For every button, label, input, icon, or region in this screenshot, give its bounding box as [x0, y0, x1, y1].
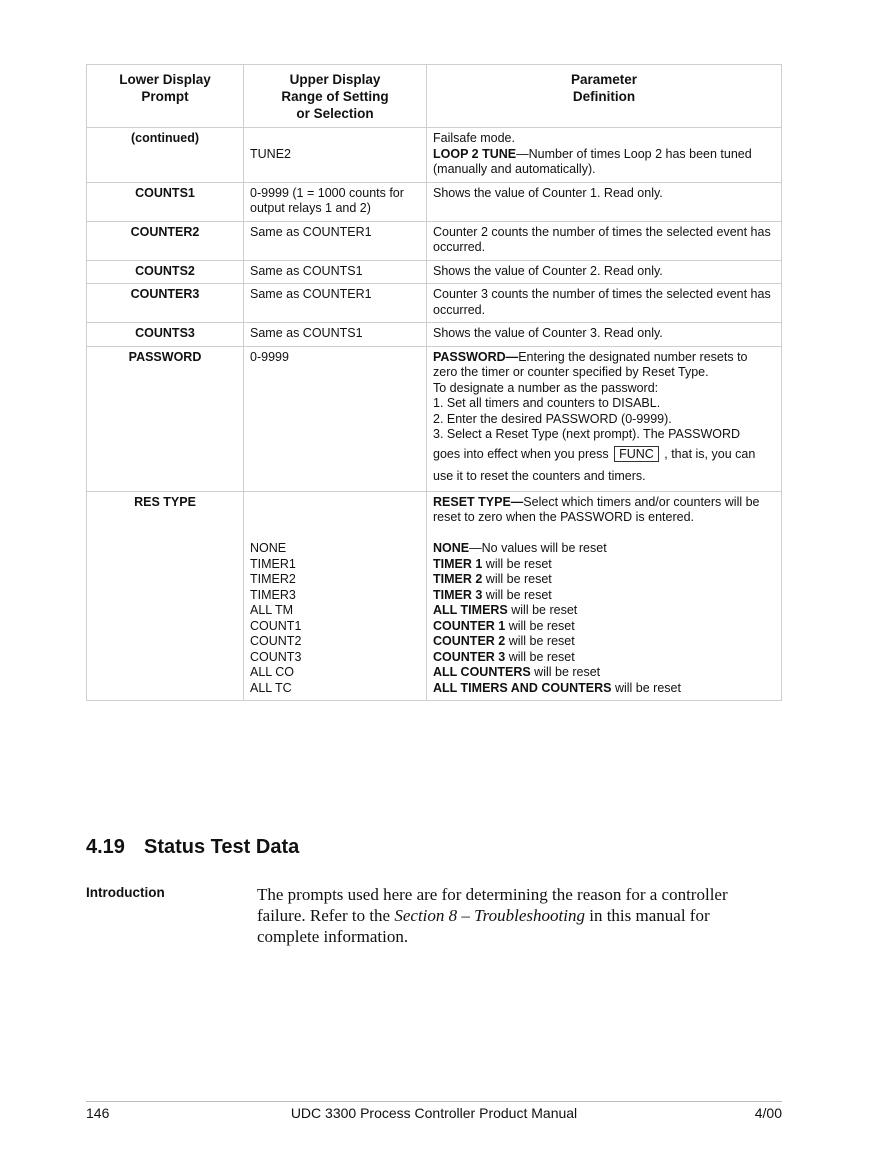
prompt-cell: COUNTS1	[87, 182, 244, 221]
table-header-row	[87, 65, 782, 128]
definition-text: Entering the designated number resets to zero the timer or counter specified by Reset Type.	[433, 349, 748, 379]
option-value: NONE	[250, 541, 287, 555]
option-value: TIMER2	[250, 572, 296, 586]
definition-text: To designate a number as the password:	[433, 380, 659, 395]
table-row	[87, 323, 782, 347]
option-definition: COUNTER 2 will be reset	[433, 634, 575, 648]
table-row	[87, 221, 782, 260]
table-row	[87, 284, 782, 323]
option-definition: TIMER 3 will be reset	[433, 587, 552, 602]
definition-cell	[427, 491, 782, 701]
option-definition: TIMER 2 will be reset	[433, 572, 552, 586]
definition-cell: Counter 3 counts the number of times the selected event has occurred.	[427, 284, 782, 323]
option-value: ALL TM	[250, 603, 294, 617]
definition-term: RESET TYPE—	[433, 494, 524, 509]
prompt-cell: PASSWORD	[87, 346, 244, 491]
range-cell: Same as COUNTS1	[244, 260, 427, 284]
definition-cell: Counter 2 counts the number of times the selected event has occurred.	[427, 221, 782, 260]
definition-text: —Number of times Loop 2 has been tuned (manually and automatically).	[433, 146, 752, 176]
option-definition: COUNTER 1 will be reset	[433, 618, 575, 633]
section-title: Status Test Data	[144, 836, 300, 858]
range-cell: 0-9999 (1 = 1000 counts for output relays 1 and 2)	[244, 182, 427, 221]
definition-cell	[427, 128, 782, 183]
option-value: TIMER3	[250, 587, 296, 602]
option-value: COUNT2	[250, 634, 302, 648]
prompt-cell: COUNTS3	[87, 323, 244, 347]
range-cell	[244, 128, 427, 183]
definition-text: Select which timers and/or counters will be reset to zero when the PASSWORD is entered.	[433, 494, 760, 524]
range-cell: Same as COUNTER1	[244, 221, 427, 260]
definition-step: 3. Select a Reset Type (next prompt). The PASSWORD	[433, 427, 741, 441]
option-value: ALL TC	[250, 680, 292, 695]
table-row	[87, 260, 782, 284]
section-heading	[86, 836, 299, 859]
table-row	[87, 128, 782, 183]
header-definition: Parameter Definition	[570, 72, 638, 104]
table-row	[87, 346, 782, 491]
section-reference: Section 8 – Troubleshooting	[394, 906, 585, 925]
definition-step: 1. Set all timers and counters to DISABL.	[433, 396, 661, 410]
definition-text: Failsafe mode.	[433, 131, 515, 145]
footer-divider	[86, 1101, 782, 1102]
footer-date: 4/00	[754, 1105, 782, 1121]
option-definition: NONE—No values will be reset	[433, 541, 607, 555]
intro-label: Introduction	[86, 885, 165, 900]
section-number: 4.19	[86, 836, 125, 858]
definition-cell	[427, 346, 782, 491]
range-cell: Same as COUNTER1	[244, 284, 427, 323]
parameter-table	[86, 64, 782, 701]
option-definition: COUNTER 3 will be reset	[433, 649, 575, 664]
option-value: COUNT1	[250, 618, 302, 633]
prompt-cell: COUNTER3	[87, 284, 244, 323]
range-cell	[244, 491, 427, 701]
prompt-cell: (continued)	[87, 128, 244, 183]
definition-term: PASSWORD—	[433, 349, 519, 364]
option-definition: TIMER 1 will be reset	[433, 556, 552, 571]
definition-cell: Shows the value of Counter 1. Read only.	[427, 182, 782, 221]
definition-text: use it to reset the counters and timers.	[433, 468, 646, 483]
range-cell: Same as COUNTS1	[244, 323, 427, 347]
header-range: Upper Display Range of Setting or Selection	[281, 72, 389, 121]
definition-cell: Shows the value of Counter 3. Read only.	[427, 323, 782, 347]
func-key: FUNC	[614, 446, 659, 462]
option-value: TIMER1	[250, 556, 296, 571]
option-value: COUNT3	[250, 649, 302, 664]
footer-page-number: 146	[86, 1105, 110, 1121]
option-definition: ALL TIMERS will be reset	[433, 603, 578, 617]
definition-term: LOOP 2 TUNE	[433, 146, 517, 161]
prompt-cell: RES TYPE	[87, 491, 244, 701]
definition-step: 2. Enter the desired PASSWORD (0-9999).	[433, 411, 672, 426]
intro-paragraph: The prompts used here are for determining the reason for a controller failure. Refer to the Section 8 – Troubleshooting in this manual for complete information.	[257, 885, 728, 946]
option-value: ALL CO	[250, 665, 295, 679]
range-cell: 0-9999	[244, 346, 427, 491]
definition-cell: Shows the value of Counter 2. Read only.	[427, 260, 782, 284]
definition-text: goes into effect when you press FUNC , that is, you can	[433, 446, 756, 461]
header-prompt: Lower Display Prompt	[119, 72, 211, 104]
prompt-cell: COUNTER2	[87, 221, 244, 260]
prompt-cell: COUNTS2	[87, 260, 244, 284]
option-definition: ALL TIMERS AND COUNTERS will be reset	[433, 680, 681, 695]
range-value: TUNE2	[250, 146, 291, 161]
table-row	[87, 182, 782, 221]
table-row	[87, 491, 782, 701]
footer-title: UDC 3300 Process Controller Product Manual	[290, 1105, 578, 1121]
option-definition: ALL COUNTERS will be reset	[433, 665, 601, 679]
